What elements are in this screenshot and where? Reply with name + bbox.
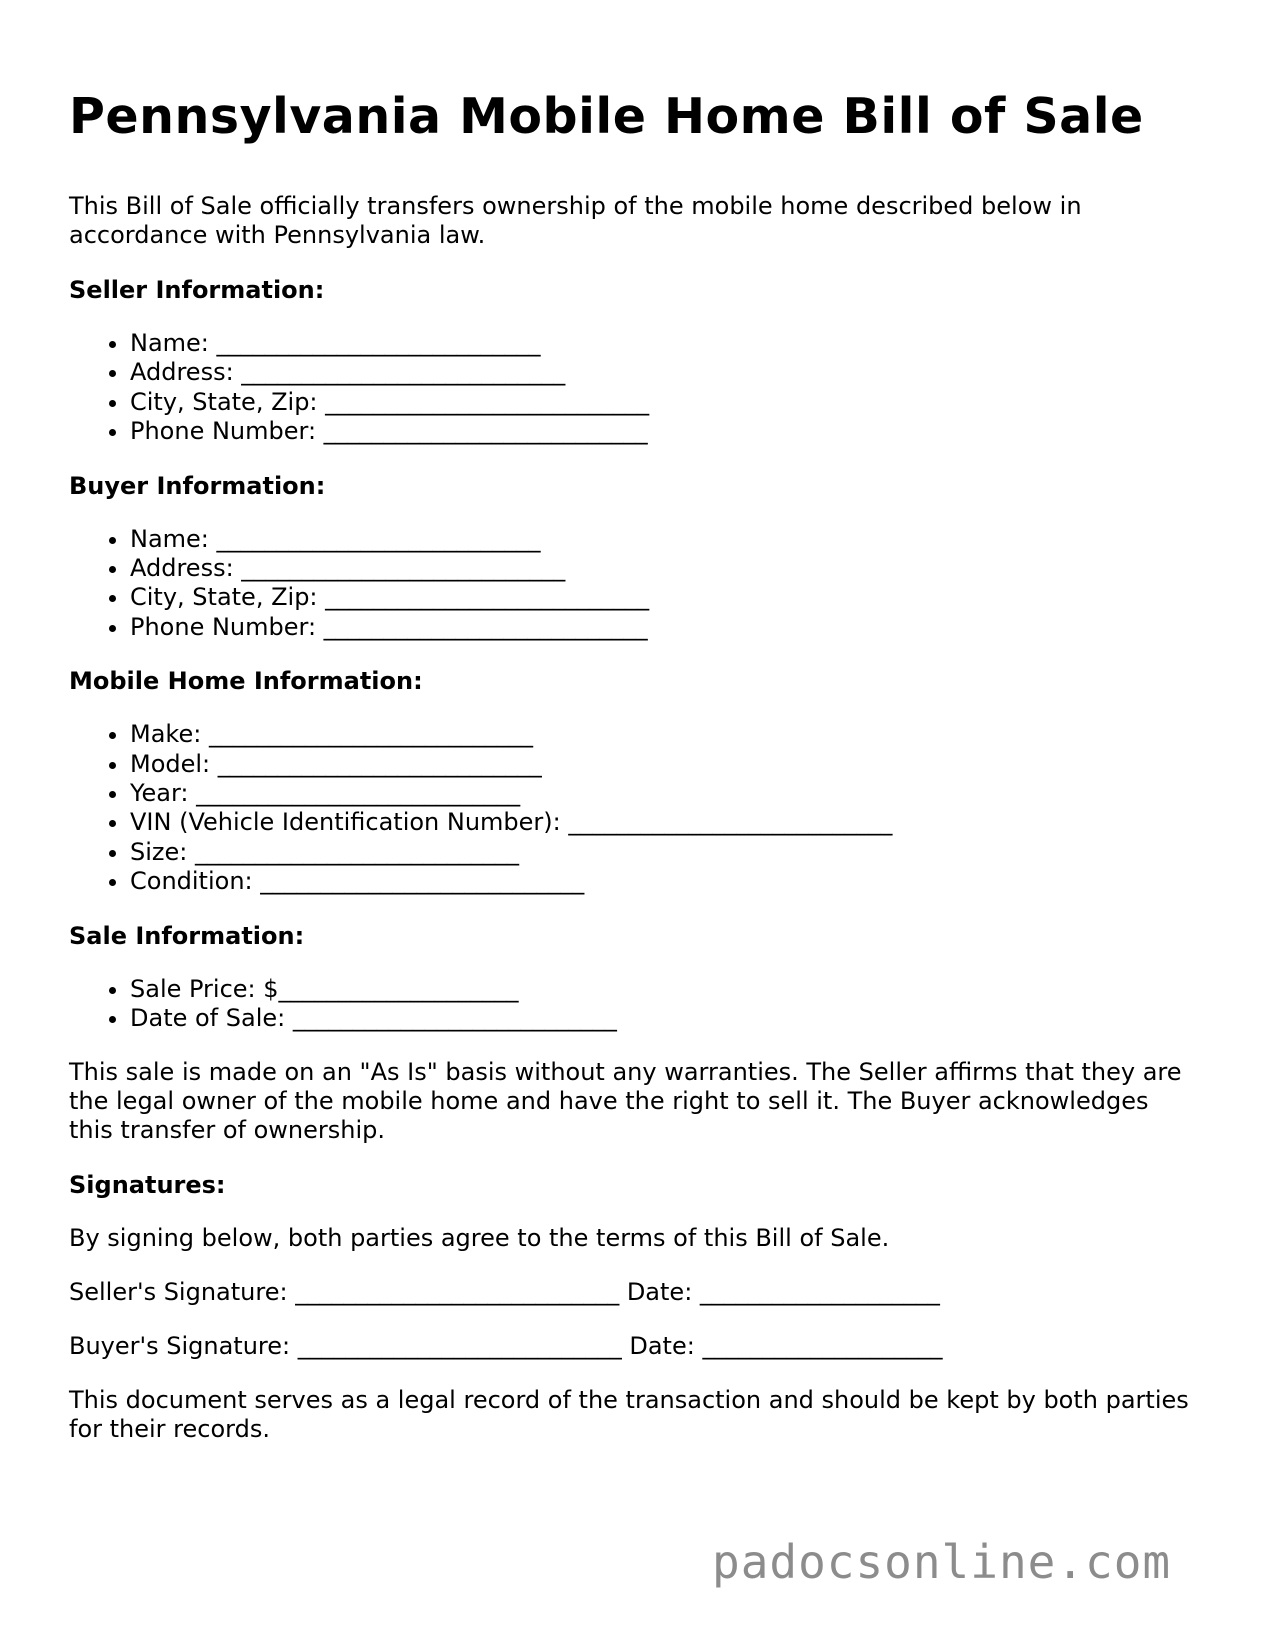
make-field: • Make: ___________________________ bbox=[130, 720, 1199, 749]
signatures-heading: Signatures: bbox=[69, 1170, 226, 1199]
document-title: Pennsylvania Mobile Home Bill of Sale bbox=[69, 88, 1144, 145]
sale-heading: Sale Information: bbox=[69, 921, 305, 950]
buyer-name-field: • Name: ___________________________ bbox=[130, 525, 1199, 554]
seller-city-state-zip-field: • City, State, Zip: ___________________________ bbox=[130, 388, 1199, 417]
buyer-signature-line: Buyer's Signature: ___________________________ Date: ____________________ bbox=[69, 1331, 943, 1360]
sale-price-field: • Sale Price: $____________________ bbox=[130, 975, 1199, 1004]
vin-field: • VIN (Vehicle Identification Number): ___________________________ bbox=[130, 808, 1199, 837]
mobile-home-list bbox=[69, 720, 1199, 896]
buyer-heading: Buyer Information: bbox=[69, 471, 326, 500]
document-page bbox=[69, 86, 1199, 1469]
seller-address-field: • Address: ___________________________ bbox=[130, 358, 1199, 387]
site-watermark: padocsonline.com bbox=[712, 1535, 1172, 1589]
condition-field: • Condition: ___________________________ bbox=[130, 867, 1199, 896]
buyer-phone-field: • Phone Number: ___________________________ bbox=[130, 613, 1199, 642]
signatures-agreement: By signing below, both parties agree to the terms of this Bill of Sale. bbox=[69, 1223, 890, 1252]
buyer-list bbox=[69, 525, 1199, 643]
closing-paragraph: This document serves as a legal record of the transaction and should be kept by both parties for their records. bbox=[69, 1385, 1189, 1443]
seller-name-field: • Name: ___________________________ bbox=[130, 329, 1199, 358]
intro-paragraph: This Bill of Sale officially transfers ownership of the mobile home described below in accordance with Pennsylvania law. bbox=[69, 192, 1082, 249]
seller-heading: Seller Information: bbox=[69, 276, 325, 304]
model-field: • Model: ___________________________ bbox=[130, 750, 1199, 779]
date-of-sale-field: • Date of Sale: ___________________________ bbox=[130, 1004, 1199, 1033]
buyer-address-field: • Address: ___________________________ bbox=[130, 554, 1199, 583]
buyer-city-state-zip-field: • City, State, Zip: ___________________________ bbox=[130, 583, 1199, 612]
seller-signature-line: Seller's Signature: ___________________________ Date: ____________________ bbox=[69, 1277, 940, 1306]
mobile-home-heading: Mobile Home Information: bbox=[69, 667, 423, 696]
year-field: • Year: ___________________________ bbox=[130, 779, 1199, 808]
size-field: • Size: ___________________________ bbox=[130, 838, 1199, 867]
as-is-paragraph: This sale is made on an "As Is" basis without any warranties. The Seller affirms that they are the legal owner of the mobile home and have the right to sell it. The Buyer acknowledges this transfer of ownership. bbox=[69, 1057, 1182, 1144]
seller-list bbox=[69, 329, 1199, 447]
seller-phone-field: • Phone Number: ___________________________ bbox=[130, 417, 1199, 446]
sale-list bbox=[69, 975, 1199, 1034]
